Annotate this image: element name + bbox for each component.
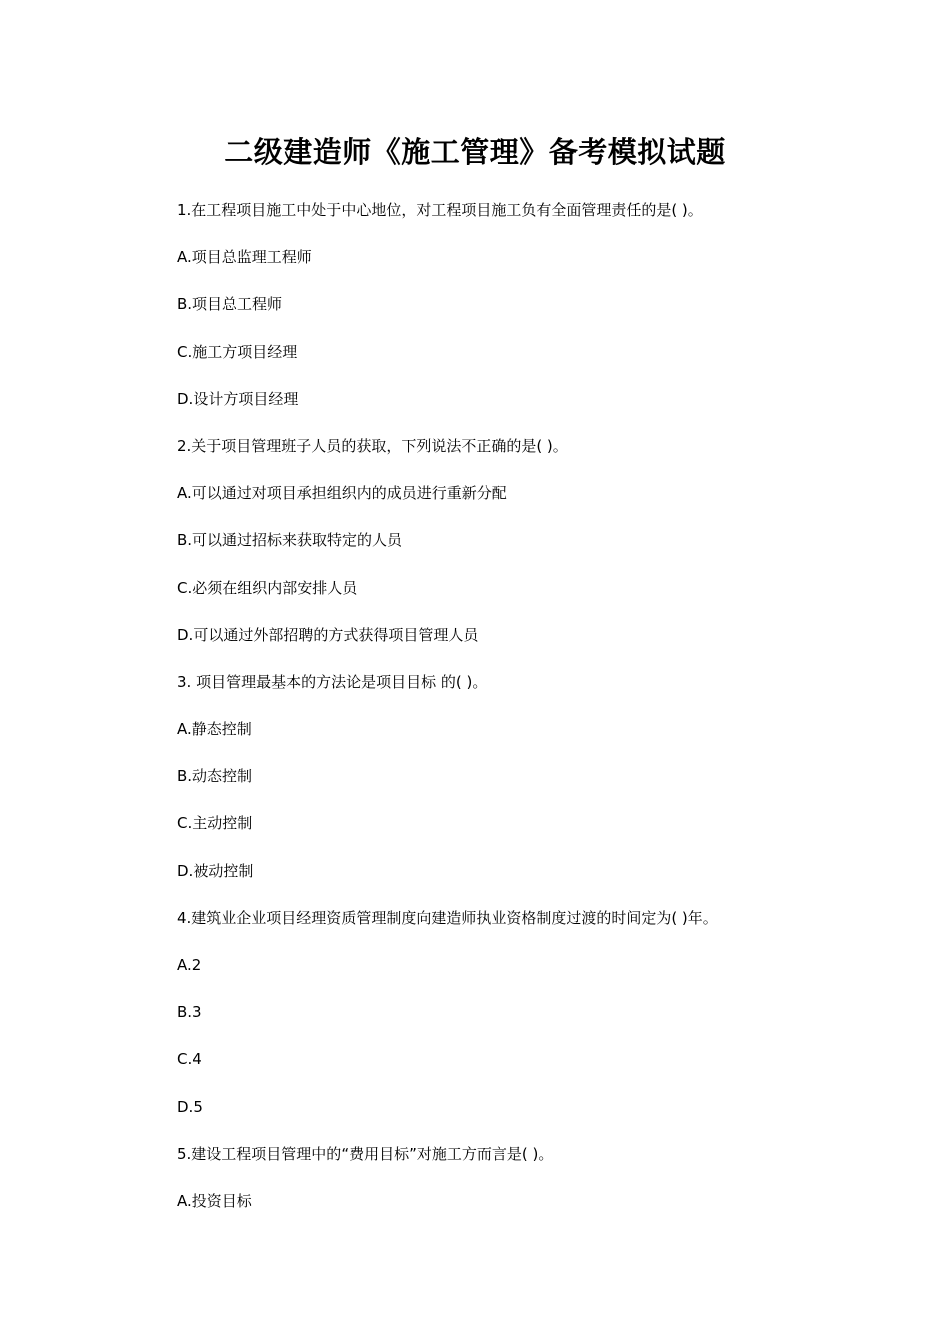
question-1-option-c: C.施工方项目经理 (177, 342, 298, 361)
question-4-option-b: B.3 (177, 1003, 202, 1022)
question-4-option-d: D.5 (177, 1097, 203, 1116)
question-2-stem: 2.关于项目管理班子人员的获取，下列说法不正确的是( )。 (177, 436, 568, 455)
question-4-option-a: A.2 (177, 956, 202, 974)
question-1-option-a: A.项目总监理工程师 (177, 248, 312, 267)
question-2-option-d: D.可以通过外部招聘的方式获得项目管理人员 (177, 625, 479, 644)
question-list (177, 195, 897, 1233)
question-2-option-b: B.可以通过招标来获取特定的人员 (177, 531, 403, 550)
question-2-option-a: A.可以通过对项目承担组织内的成员进行重新分配 (177, 484, 507, 503)
question-3-option-a: A.静态控制 (177, 720, 252, 739)
question-1-stem: 1.在工程项目施工中处于中心地位，对工程项目施工负有全面管理责任的是( )。 (177, 201, 703, 219)
document-title: 二级建造师《施工管理》备考模拟试题 (224, 135, 726, 169)
question-5-option-a: A.投资目标 (177, 1191, 252, 1210)
question-5-stem: 5.建设工程项目管理中的“费用目标”对施工方而言是( )。 (177, 1144, 554, 1163)
question-2-option-c: C.必须在组织内部安排人员 (177, 578, 358, 597)
question-3-option-c: C.主动控制 (177, 814, 253, 833)
question-3-stem: 3. 项目管理最基本的方法论是项目目标 的( )。 (177, 672, 488, 691)
question-3-option-b: B.动态控制 (177, 767, 253, 786)
question-1-option-b: B.项目总工程师 (177, 295, 283, 314)
question-4-option-c: C.4 (177, 1050, 202, 1069)
question-1-option-d: D.设计方项目经理 (177, 389, 299, 408)
question-4-stem: 4.建筑业企业项目经理资质管理制度向建造师执业资格制度过渡的时间定为( )年。 (177, 908, 718, 927)
question-3-option-d: D.被动控制 (177, 861, 254, 880)
